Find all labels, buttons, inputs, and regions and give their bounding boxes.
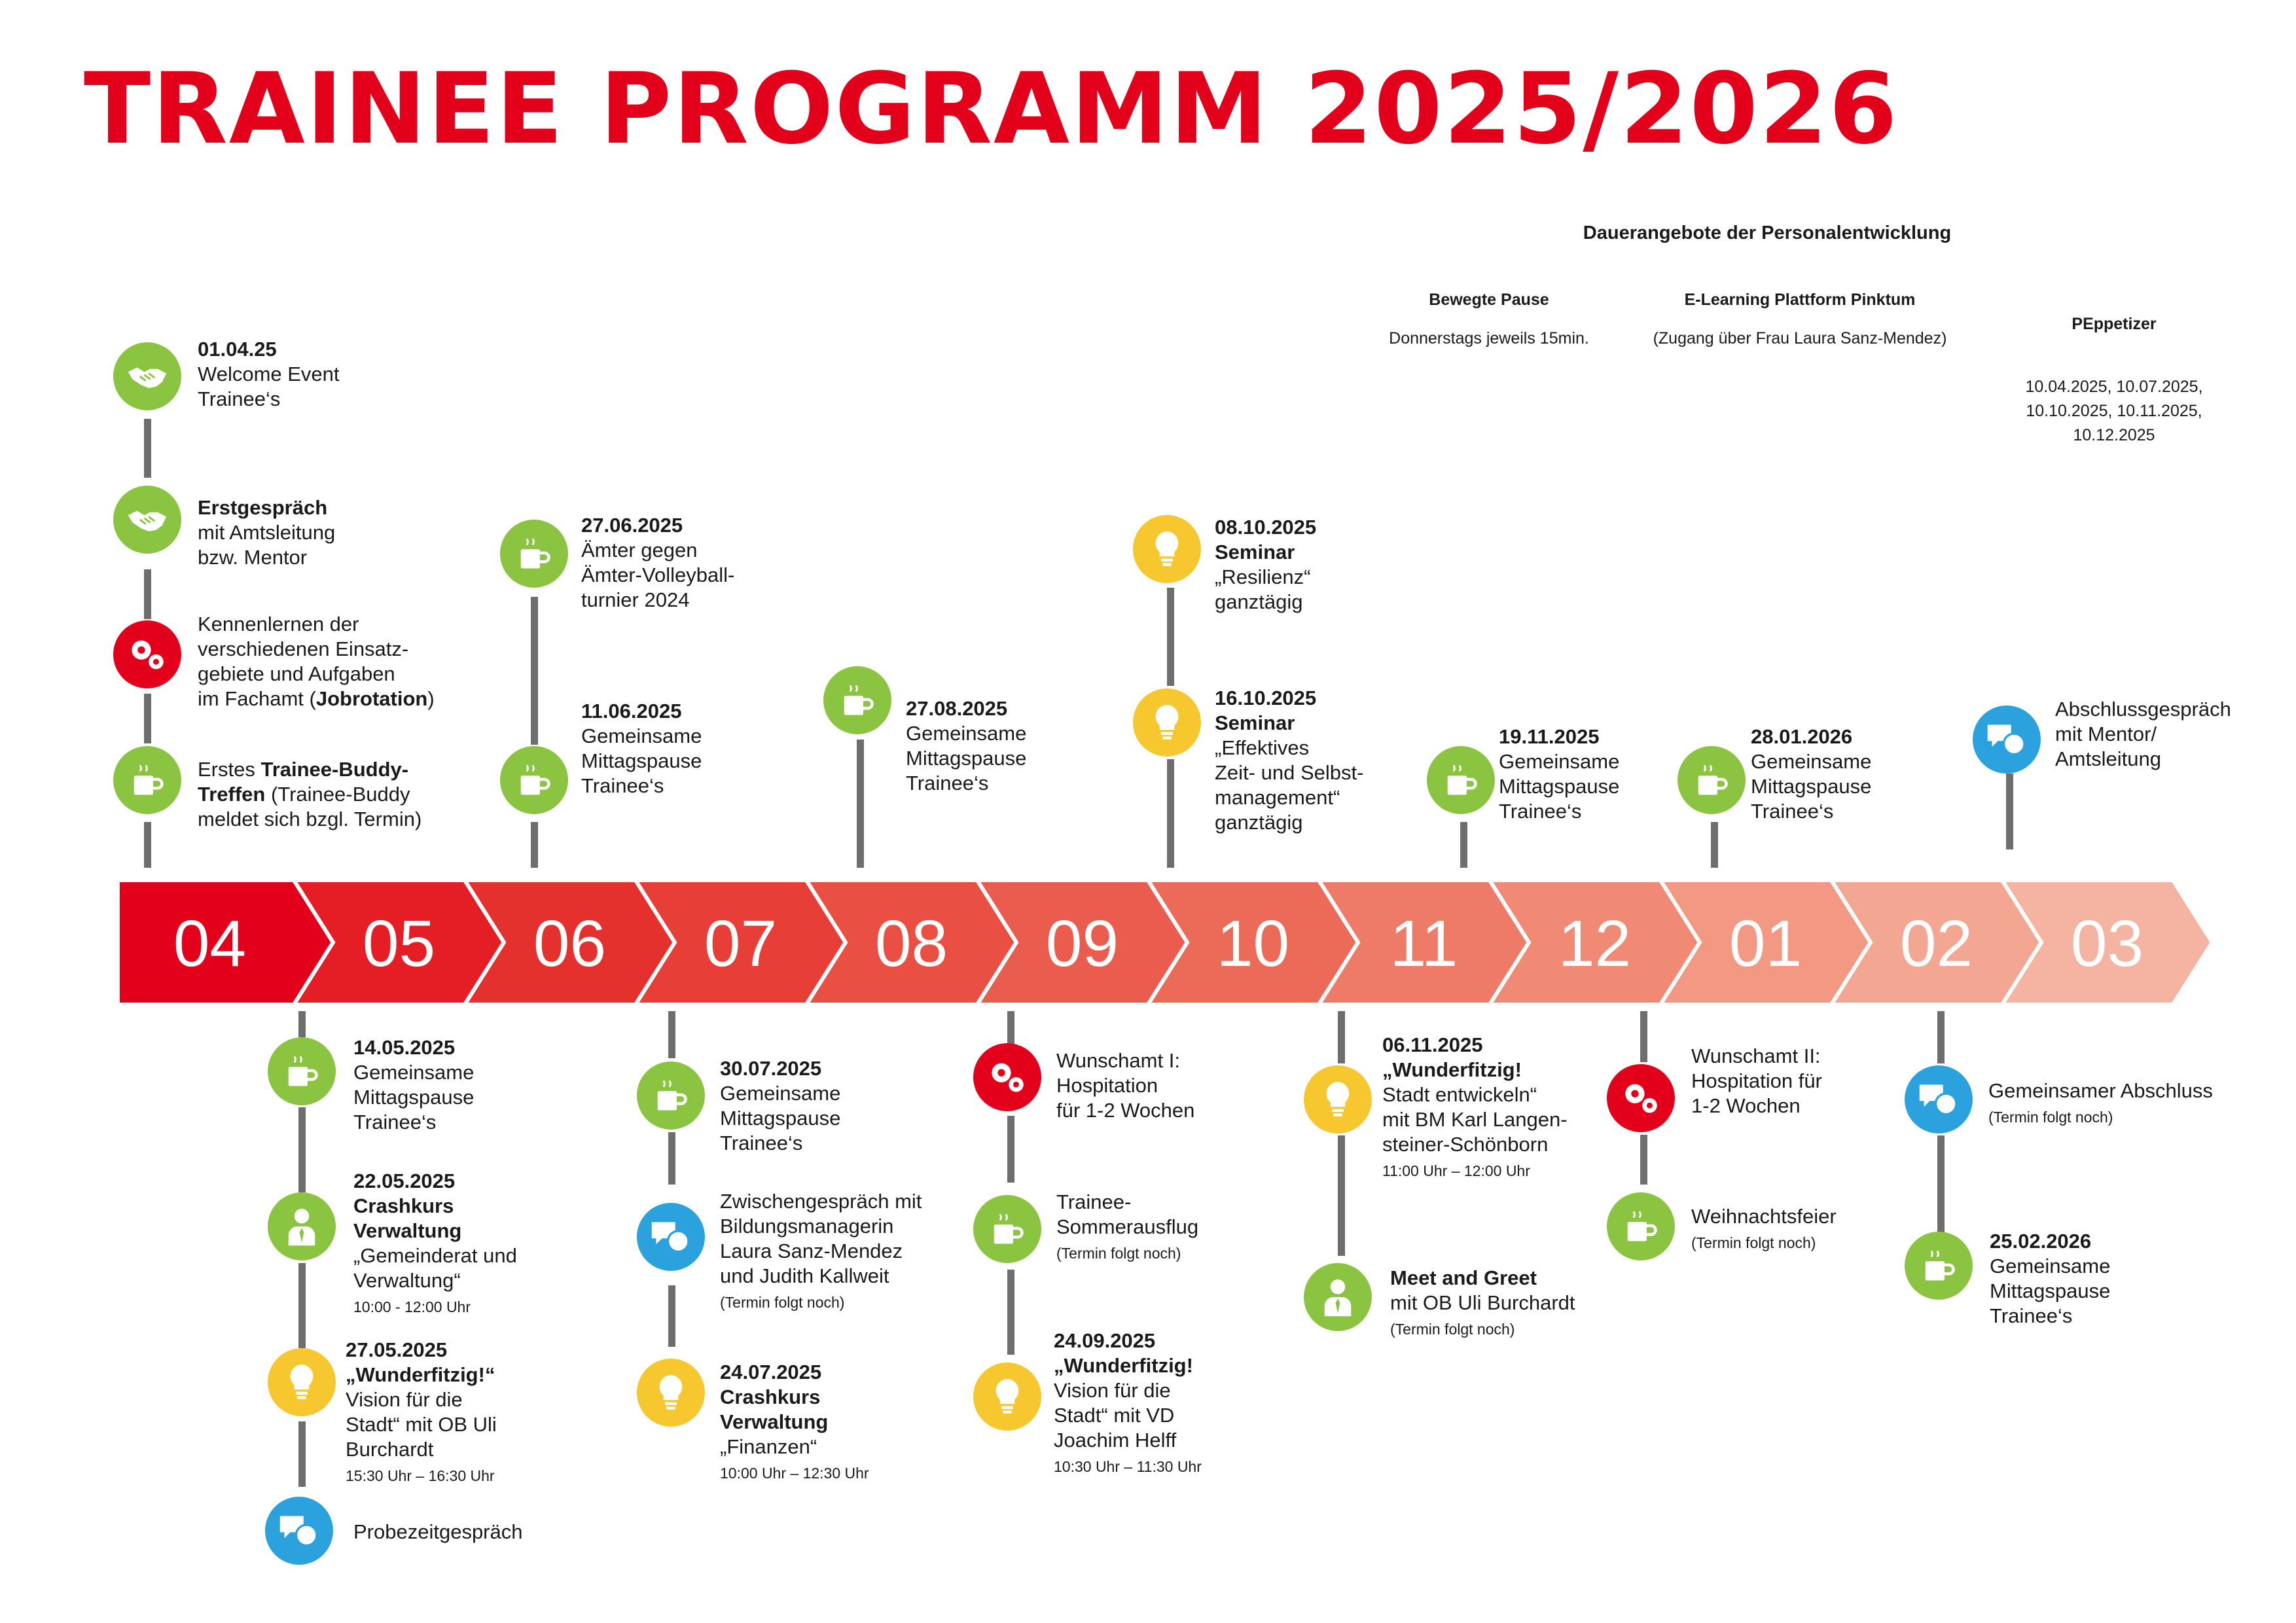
event-wunderfitzig-0527 bbox=[346, 1338, 497, 1487]
bulb-icon bbox=[1133, 688, 1201, 757]
cup-icon bbox=[500, 520, 568, 588]
event-buddy bbox=[198, 757, 422, 832]
event-title: „Wunderfitzig! bbox=[1382, 1058, 1522, 1081]
event-note: 10:30 Uhr – 11:30 Uhr bbox=[1054, 1458, 1202, 1475]
gears-icon bbox=[1607, 1064, 1675, 1132]
event-note: (Termin folgt noch) bbox=[1988, 1109, 2113, 1126]
chat-icon bbox=[637, 1203, 705, 1271]
chat-icon bbox=[265, 1497, 333, 1565]
event-title: Seminar bbox=[1215, 541, 1295, 563]
event-desc: mit Amtsleitung bzw. Mentor bbox=[198, 521, 336, 569]
connector-line bbox=[1711, 822, 1718, 868]
handshake-icon bbox=[113, 486, 181, 554]
event-welcome bbox=[198, 337, 340, 412]
connector-line bbox=[1937, 1011, 1945, 1063]
event-crashkurs-finanzen bbox=[720, 1360, 869, 1484]
event-desc: Erstes bbox=[198, 758, 261, 781]
event-desc-after: ) bbox=[427, 687, 435, 710]
event-abschlussgespraech bbox=[2055, 697, 2231, 772]
event-gemeinsamer-abschluss bbox=[1988, 1079, 2213, 1128]
cup-icon bbox=[1677, 746, 1746, 814]
event-desc: „Finanzen“ bbox=[720, 1435, 817, 1458]
event-desc: Gemeinsame Mittagspause Trainee‘s bbox=[720, 1082, 841, 1154]
connector-line bbox=[1167, 588, 1174, 686]
event-wunschamt-2 bbox=[1691, 1044, 1822, 1118]
connector-line bbox=[531, 597, 538, 745]
event-title: Crashkurs Verwaltung bbox=[720, 1385, 829, 1433]
cup-icon bbox=[500, 746, 568, 814]
permanent-offer-elearning bbox=[1623, 288, 1977, 351]
event-date: 16.10.2025 bbox=[1215, 687, 1317, 709]
event-desc: Trainee- Sommerausflug bbox=[1056, 1190, 1199, 1238]
event-probezeitgespraech bbox=[353, 1520, 523, 1544]
event-mittagspause-2708 bbox=[906, 696, 1026, 796]
permanent-offer-heading: Bewegte Pause bbox=[1429, 291, 1549, 309]
event-mittagspause-2801 bbox=[1751, 724, 1871, 824]
event-crashkurs-gemeinderat bbox=[353, 1169, 517, 1318]
event-date: 28.01.2026 bbox=[1751, 725, 1853, 748]
connector-line bbox=[1937, 1135, 1945, 1232]
month-timeline bbox=[118, 880, 2212, 1005]
month-label-09: 09 bbox=[1045, 907, 1119, 980]
event-desc: Gemeinsame Mittagspause Trainee‘s bbox=[1499, 750, 1620, 823]
event-desc: Weihnachtsfeier bbox=[1691, 1205, 1837, 1228]
event-zwischengespraech bbox=[720, 1189, 922, 1313]
event-date: 24.07.2025 bbox=[720, 1361, 822, 1383]
event-mittagspause-2502 bbox=[1990, 1229, 2110, 1329]
event-desc: Gemeinsame Mittagspause Trainee‘s bbox=[906, 722, 1027, 794]
event-volleyball bbox=[581, 513, 734, 613]
event-note: 10:00 - 12:00 Uhr bbox=[353, 1298, 471, 1315]
event-desc: Probezeitgespräch bbox=[353, 1520, 523, 1543]
cup-icon bbox=[1427, 746, 1495, 814]
event-desc: Wunschamt I: Hospitation für 1-2 Wochen bbox=[1056, 1049, 1195, 1122]
event-seminar-resilienz bbox=[1215, 515, 1316, 615]
event-desc-after: (Trainee-Buddy meldet sich bzgl. Termin) bbox=[198, 783, 422, 830]
connector-line bbox=[1640, 1011, 1647, 1062]
event-date: 08.10.2025 bbox=[1215, 516, 1317, 539]
event-desc: mit OB Uli Burchardt bbox=[1390, 1291, 1575, 1314]
permanent-offer-peppetizer bbox=[1990, 288, 2238, 472]
event-note: 11:00 Uhr – 12:00 Uhr bbox=[1382, 1162, 1530, 1179]
cup-icon bbox=[1905, 1232, 1973, 1300]
connector-line bbox=[1338, 1135, 1345, 1256]
event-desc: Gemeinsame Mittagspause Trainee‘s bbox=[353, 1061, 475, 1133]
event-title: Erstgespräch bbox=[198, 496, 328, 519]
event-title: „Wunderfitzig! bbox=[1054, 1354, 1193, 1377]
event-weihnachtsfeier bbox=[1691, 1204, 1837, 1254]
cup-icon bbox=[1607, 1192, 1675, 1260]
event-desc: Kennenlernen der verschiedenen Einsatz- gebiete und Aufgaben im Fachamt ( bbox=[198, 613, 409, 710]
event-desc: „Gemeinderat und Verwaltung“ bbox=[353, 1244, 517, 1292]
connector-line bbox=[668, 1132, 675, 1185]
event-desc: Zwischengespräch mit Bildungsmanagerin Laura Sanz-Mendez und Judith Kallweit bbox=[720, 1190, 922, 1287]
event-date: 25.02.2026 bbox=[1990, 1230, 2092, 1253]
event-note: 10:00 Uhr – 12:30 Uhr bbox=[720, 1465, 869, 1482]
cup-icon bbox=[268, 1037, 336, 1105]
permanent-offer-text: 10.04.2025, 10.07.2025, 10.10.2025, 10.11.2025, 10.12.2025 bbox=[2025, 378, 2203, 444]
event-date: 01.04.25 bbox=[198, 338, 277, 361]
permanent-offer-text: (Zugang über Frau Laura Sanz-Mendez) bbox=[1653, 329, 1947, 348]
cup-icon bbox=[113, 746, 181, 814]
event-desc: Wunschamt II: Hospitation für 1-2 Wochen bbox=[1691, 1044, 1822, 1117]
event-date: 22.05.2025 bbox=[353, 1169, 456, 1192]
connector-line bbox=[298, 1421, 306, 1487]
event-date: 14.05.2025 bbox=[353, 1036, 456, 1059]
permanent-offer-bewegte-pause bbox=[1374, 288, 1604, 351]
event-sommerausflug bbox=[1056, 1190, 1198, 1264]
event-desc: Welcome Event Trainee‘s bbox=[198, 363, 340, 410]
event-jobrotation bbox=[198, 612, 435, 711]
month-label-05: 05 bbox=[362, 907, 436, 980]
event-desc: Gemeinsamer Abschluss bbox=[1988, 1079, 2213, 1102]
event-erstgespraech bbox=[198, 495, 335, 570]
month-label-04: 04 bbox=[173, 907, 247, 980]
event-note: (Termin folgt noch) bbox=[1056, 1245, 1181, 1262]
event-note: (Termin folgt noch) bbox=[1691, 1234, 1816, 1251]
person-icon bbox=[1304, 1263, 1372, 1331]
event-desc: Gemeinsame Mittagspause Trainee‘s bbox=[581, 724, 702, 797]
bulb-icon bbox=[973, 1363, 1041, 1431]
connector-line bbox=[1167, 759, 1174, 868]
event-desc: „Resilienz“ ganztägig bbox=[1215, 565, 1311, 613]
connector-line bbox=[1640, 1135, 1647, 1185]
connector-line bbox=[668, 1011, 675, 1058]
month-label-02: 02 bbox=[1899, 907, 1973, 980]
connector-line bbox=[144, 569, 151, 619]
event-date: 27.08.2025 bbox=[906, 697, 1008, 720]
event-title: Crashkurs Verwaltung bbox=[353, 1194, 462, 1242]
month-label-12: 12 bbox=[1558, 907, 1632, 980]
event-desc: Gemeinsame Mittagspause Trainee‘s bbox=[1990, 1255, 2111, 1327]
permanent-offer-heading: PEppetizer bbox=[2072, 315, 2157, 333]
month-label-03: 03 bbox=[2070, 907, 2144, 980]
event-mittagspause-1911 bbox=[1499, 724, 1619, 824]
page-title: TRAINEE PROGRAMM 2025/2026 bbox=[84, 52, 1899, 166]
event-mittagspause-1405 bbox=[353, 1035, 474, 1135]
event-note: (Termin folgt noch) bbox=[720, 1294, 845, 1311]
event-date: 19.11.2025 bbox=[1499, 725, 1600, 748]
event-bold-inline: Jobrotation bbox=[315, 687, 428, 710]
connector-line bbox=[1460, 822, 1467, 868]
connector-line bbox=[144, 694, 151, 743]
event-wunderfitzig-0611 bbox=[1382, 1033, 1568, 1182]
person-icon bbox=[268, 1192, 336, 1260]
bulb-icon bbox=[1133, 515, 1201, 583]
connector-line bbox=[1007, 1011, 1014, 1044]
event-desc: Ämter gegen Ämter-Volleyball- turnier 2024 bbox=[581, 539, 735, 611]
month-label-07: 07 bbox=[704, 907, 778, 980]
cup-icon bbox=[637, 1061, 705, 1130]
month-label-11: 11 bbox=[1390, 907, 1458, 980]
event-meet-and-greet bbox=[1390, 1266, 1575, 1340]
event-wunderfitzig-2409 bbox=[1054, 1329, 1202, 1478]
event-seminar-zeitmanagement bbox=[1215, 686, 1363, 835]
event-mittagspause-0611 bbox=[581, 699, 702, 798]
connector-line bbox=[2006, 774, 2013, 849]
event-note: 15:30 Uhr – 16:30 Uhr bbox=[346, 1467, 495, 1484]
month-label-08: 08 bbox=[874, 907, 948, 980]
event-title: „Wunderfitzig!“ bbox=[346, 1363, 495, 1386]
event-date: 30.07.2025 bbox=[720, 1057, 822, 1080]
event-desc: Gemeinsame Mittagspause Trainee‘s bbox=[1751, 750, 1872, 823]
event-title: Seminar bbox=[1215, 711, 1295, 734]
cup-icon bbox=[823, 666, 891, 734]
event-date: 27.06.2025 bbox=[581, 514, 683, 537]
event-desc: Abschlussgespräch mit Mentor/ Amtsleitung bbox=[2055, 698, 2231, 770]
event-desc: Vision für die Stadt“ mit OB Uli Burchardt bbox=[346, 1388, 497, 1461]
month-label-01: 01 bbox=[1729, 907, 1803, 980]
permanent-offers-title: Dauerangebote der Personalentwicklung bbox=[1583, 223, 1952, 243]
connector-line bbox=[298, 1011, 306, 1037]
bulb-icon bbox=[268, 1348, 336, 1416]
month-label-06: 06 bbox=[533, 907, 607, 980]
event-title: Meet and Greet bbox=[1390, 1266, 1537, 1289]
event-desc: Vision für die Stadt“ mit VD Joachim Helff bbox=[1054, 1379, 1177, 1452]
connector-line bbox=[1338, 1011, 1345, 1063]
bulb-icon bbox=[637, 1359, 705, 1427]
permanent-offer-heading: E-Learning Plattform Pinktum bbox=[1684, 291, 1916, 309]
event-mittagspause-3007 bbox=[720, 1056, 840, 1156]
connector-line bbox=[1007, 1116, 1014, 1183]
event-desc: Stadt entwickeln“ mit BM Karl Langen- steiner-Schönborn bbox=[1382, 1083, 1568, 1156]
event-bold-inline: Trainee-Buddy- Treffen bbox=[198, 758, 409, 806]
bulb-icon bbox=[1304, 1065, 1372, 1133]
event-note: (Termin folgt noch) bbox=[1390, 1321, 1515, 1338]
chat-icon bbox=[1905, 1065, 1973, 1133]
cup-icon bbox=[973, 1195, 1041, 1263]
event-date: 11.06.2025 bbox=[581, 700, 682, 722]
month-label-10: 10 bbox=[1216, 907, 1290, 980]
connector-line bbox=[144, 419, 151, 478]
connector-line bbox=[531, 822, 538, 868]
connector-line bbox=[668, 1285, 675, 1347]
connector-line bbox=[144, 822, 151, 868]
connector-line bbox=[298, 1263, 306, 1348]
connector-line bbox=[298, 1107, 306, 1192]
event-date: 06.11.2025 bbox=[1382, 1033, 1483, 1056]
permanent-offer-text: Donnerstags jeweils 15min. bbox=[1389, 329, 1589, 348]
event-desc: „Effektives Zeit- und Selbst- management“ ganztägig bbox=[1215, 736, 1364, 834]
gears-icon bbox=[113, 620, 181, 688]
chat-icon bbox=[1973, 705, 2041, 774]
event-wunschamt-1 bbox=[1056, 1048, 1194, 1123]
handshake-icon bbox=[113, 342, 181, 410]
gears-icon bbox=[973, 1043, 1041, 1111]
connector-line bbox=[857, 740, 864, 868]
event-date: 24.09.2025 bbox=[1054, 1329, 1156, 1352]
event-date: 27.05.2025 bbox=[346, 1338, 448, 1361]
connector-line bbox=[1007, 1270, 1014, 1355]
